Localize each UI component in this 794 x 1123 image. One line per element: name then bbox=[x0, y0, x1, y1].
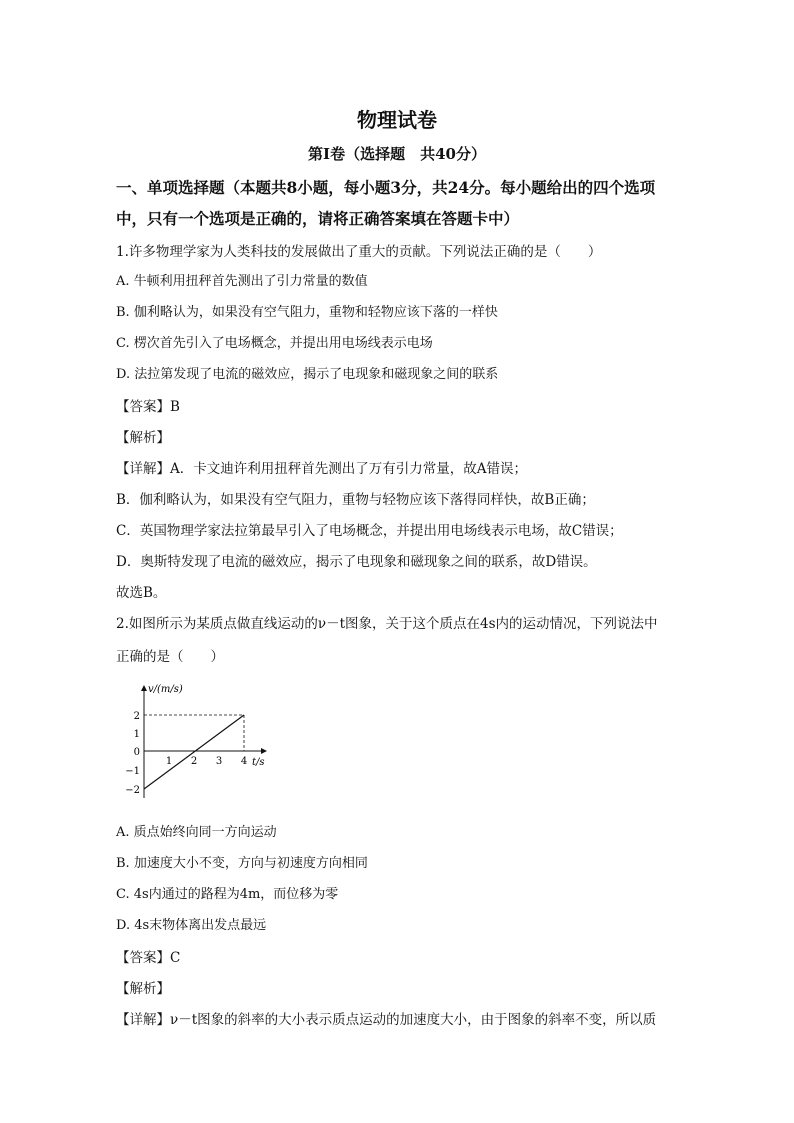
y-tick-2: 2 bbox=[133, 711, 140, 722]
q2-stem-line1: 2.如图所示为某质点做直线运动的ν－t图象，关于这个质点在4s内的运动情况，下列说法中 bbox=[116, 616, 658, 632]
q2-stem-line2: 正确的是（ ） bbox=[116, 649, 224, 665]
paper-title: 物理试卷 bbox=[357, 108, 437, 132]
q1-analysis-label: 【解析】 bbox=[116, 430, 170, 446]
q2-answer: 【答案】C bbox=[116, 950, 181, 966]
q1-answer: 【答案】B bbox=[116, 399, 180, 415]
q2-option-b: B. 加速度大小不变，方向与初速度方向相同 bbox=[116, 856, 368, 871]
q2-option-d: D. 4s末物体离出发点最远 bbox=[116, 918, 267, 933]
q1-stem: 1.许多物理学家为人类科技的发展做出了重大的贡献。下列说法正确的是（ ） bbox=[116, 244, 602, 260]
y-tick-neg1: −1 bbox=[125, 766, 140, 777]
y-axis-label: v/(m/s) bbox=[148, 684, 183, 695]
q1-detail-c: C．英国物理学家法拉第最早引入了电场概念，并提出用电场线表示电场，故C错误； bbox=[116, 523, 623, 539]
q2-option-a: A. 质点始终向同一方向运动 bbox=[116, 825, 277, 840]
section-heading-line1: 一、单项选择题（本题共8小题，每小题3分，共24分。每小题给出的四个选项 bbox=[116, 178, 656, 197]
q1-detail-b: B．伽利略认为，如果没有空气阻力，重物与轻物应该下落得同样快，故B正确； bbox=[116, 492, 595, 508]
q2-option-c: C. 4s内通过的路程为4m，而位移为零 bbox=[116, 887, 339, 902]
q2-analysis-label: 【解析】 bbox=[116, 981, 170, 997]
x-axis-label: t/s bbox=[252, 757, 265, 768]
q1-option-b: B. 伽利略认为，如果没有空气阻力，重物和轻物应该下落的一样快 bbox=[116, 305, 498, 320]
x-tick-2: 2 bbox=[190, 756, 198, 767]
x-tick-4: 4 bbox=[240, 756, 248, 767]
q1-conclusion: 故选B。 bbox=[116, 585, 167, 601]
vt-graph bbox=[125, 680, 284, 805]
velocity-line bbox=[144, 715, 244, 789]
x-tick-3: 3 bbox=[215, 756, 223, 767]
q1-option-c: C. 楞次首先引入了电场概念，并提出用电场线表示电场 bbox=[116, 336, 433, 351]
q2-detail: 【详解】ν－t图象的斜率的大小表示质点运动的加速度大小，由于图象的斜率不变，所以质 bbox=[116, 1012, 657, 1028]
x-tick-1: 1 bbox=[165, 756, 173, 767]
y-tick-0: 0 bbox=[133, 747, 140, 758]
q1-detail-d: D．奥斯特发现了电流的磁效应，揭示了电现象和磁现象之间的联系，故D错误。 bbox=[116, 554, 597, 570]
q1-option-d: D. 法拉第发现了电流的磁效应，揭示了电现象和磁现象之间的联系 bbox=[116, 367, 499, 382]
q1-option-a: A. 牛顿利用扭秤首先测出了引力常量的数值 bbox=[116, 274, 368, 289]
y-tick-1: 1 bbox=[133, 729, 140, 740]
paper-subtitle: 第Ⅰ卷（选择题 共40分） bbox=[308, 145, 486, 163]
y-tick-neg2: −2 bbox=[125, 785, 140, 796]
section-heading-line2: 中，只有一个选项是正确的，请将正确答案填在答题卡中） bbox=[116, 209, 520, 228]
q1-detail-a: 【详解】A．卡文迪许利用扭秤首先测出了万有引力常量，故A错误； bbox=[116, 461, 527, 477]
